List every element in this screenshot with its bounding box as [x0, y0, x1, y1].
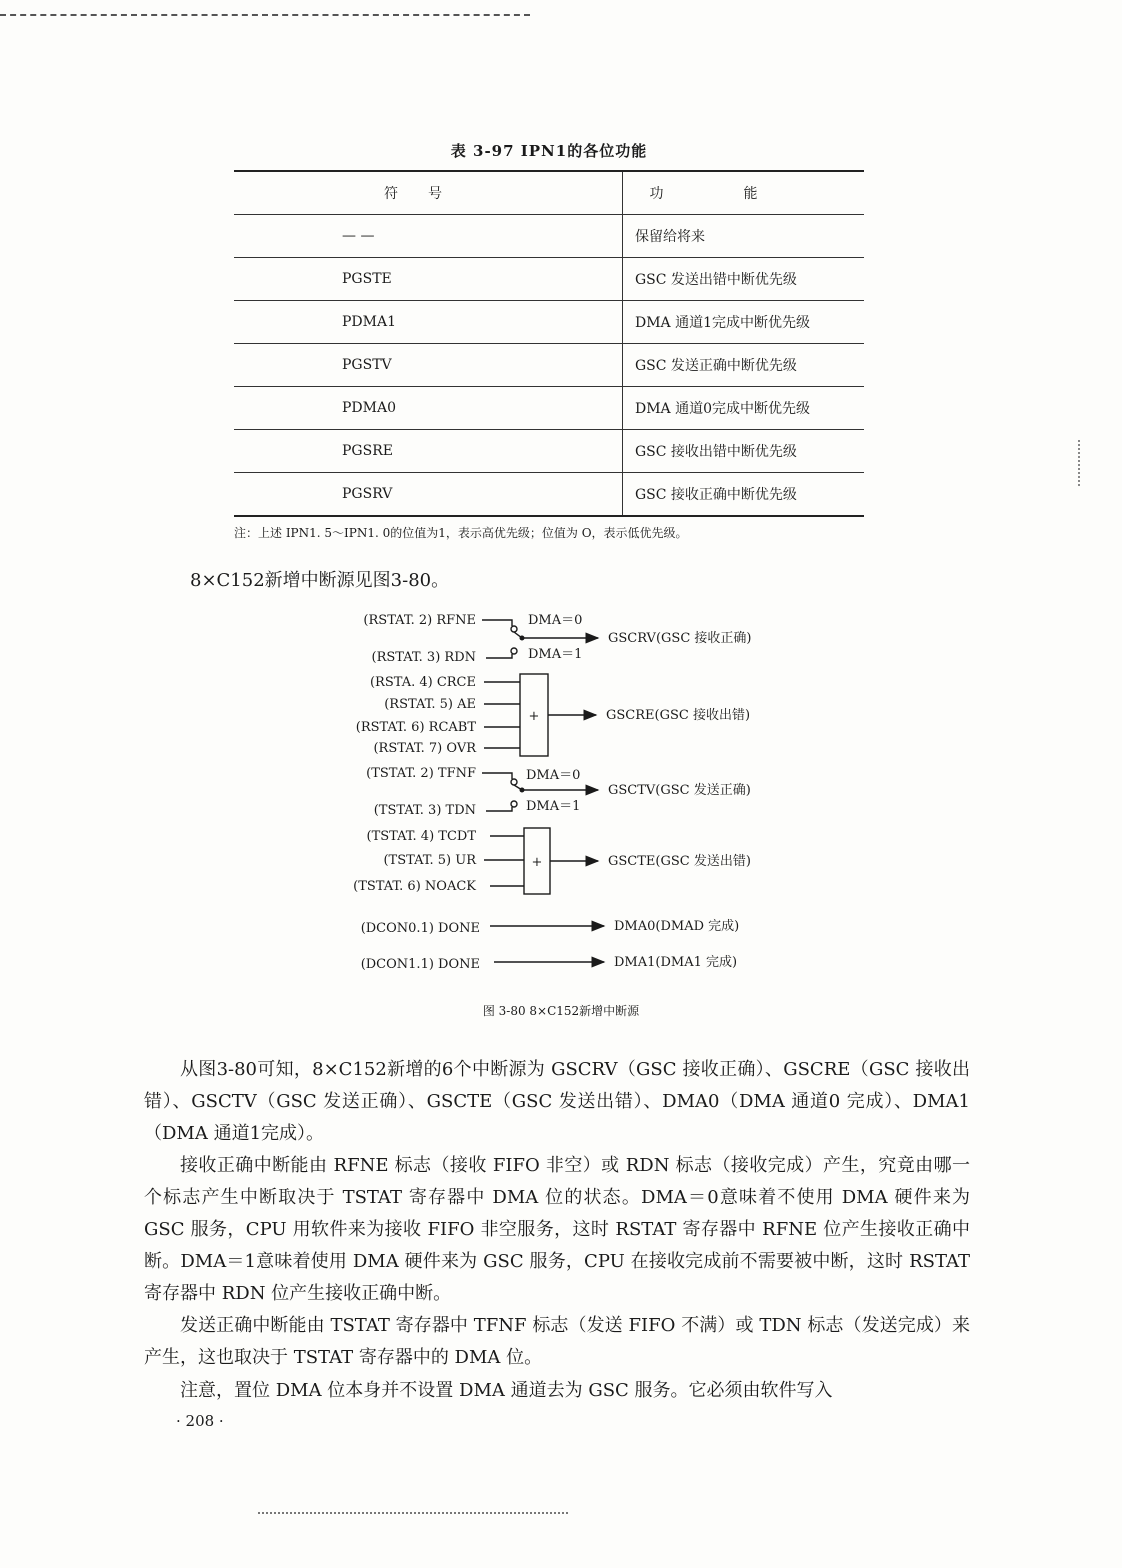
switch-label-dma0: DMA＝0 — [528, 613, 583, 628]
cell-symbol: PGSTE — [234, 258, 623, 301]
input-ovr: (RSTAT. 7) OVR — [373, 741, 476, 756]
table-header-row — [234, 171, 864, 215]
page-number: · 208 · — [176, 1412, 224, 1430]
table-row — [234, 430, 864, 473]
tdn-contact — [511, 801, 517, 807]
header-function: 功能 — [623, 171, 865, 215]
cell-symbol: — — — [234, 215, 623, 258]
or-gate-receive-symbol: + — [528, 709, 540, 724]
rdn-line — [486, 654, 512, 658]
input-rcabt: (RSTAT. 6) RCABT — [355, 720, 476, 735]
output-gscte: GSCTE(GSC 发送出错) — [608, 854, 751, 869]
input-ae: (RSTAT. 5) AE — [384, 697, 476, 712]
input-tfnf: (TSTAT. 2) TFNF — [366, 766, 476, 781]
figure-caption: 图 3-80 8×C152新增中断源 — [482, 1004, 640, 1018]
cell-function: 保留给将来 — [623, 215, 865, 258]
rfne-line — [482, 620, 512, 626]
header-symbol: 符号 — [234, 171, 623, 215]
cell-function: DMA 通道0完成中断优先级 — [623, 387, 865, 430]
interrupt-source-diagram — [0, 600, 1122, 1000]
output-gscre: GSCRE(GSC 接收出错) — [606, 708, 751, 723]
input-rdn: (RSTAT. 3) RDN — [371, 650, 476, 665]
rfne-contact — [511, 626, 517, 632]
figure-lead-sentence: 8×C152新增中断源见图3-80。 — [190, 570, 450, 591]
right-margin-marks — [1078, 440, 1080, 486]
bottom-scan-dots — [258, 1512, 568, 1514]
input-rfne: (RSTAT. 2) RFNE — [363, 613, 476, 628]
paragraph-3: 发送正确中断能由 TSTAT 寄存器中 TFNF 标志（发送 FIFO 不满）或 TDN 标志（发送完成）来产生，这也取决于 TSTAT 寄存器中的 DMA 位。 — [144, 1315, 970, 1368]
ipn1-bit-table — [234, 170, 864, 517]
cell-symbol: PDMA0 — [234, 387, 623, 430]
paragraph-1: 从图3-80可知，8×C152新增的6个中断源为 GSCRV（GSC 接收正确）、GSCRE（GSC 接收出错）、GSCTV（GSC 发送正确）、GSCTE（GSC 发送出错）、DMA0（DMA 通道0 完成）、DMA1（DMA 通道1完成）。 — [144, 1059, 970, 1144]
input-done0: (DCON0.1) DONE — [360, 921, 480, 936]
output-dma0: DMA0(DMAD 完成) — [614, 919, 740, 934]
table-row — [234, 344, 864, 387]
cell-symbol: PDMA1 — [234, 301, 623, 344]
cell-function: DMA 通道1完成中断优先级 — [623, 301, 865, 344]
rdn-contact — [511, 648, 517, 654]
switch-label-dma1: DMA＝1 — [528, 647, 583, 662]
tfnf-line — [482, 773, 512, 779]
table-row — [234, 258, 864, 301]
table-row — [234, 215, 864, 258]
cell-function: GSC 接收正确中断优先级 — [623, 473, 865, 517]
tfnf-contact — [511, 779, 517, 785]
output-dma1: DMA1(DMA1 完成) — [614, 955, 738, 970]
output-gsctv: GSCTV(GSC 发送正确) — [608, 783, 751, 798]
paragraph-4: 注意，置位 DMA 位本身并不设置 DMA 通道去为 GSC 服务。它必须由软件写入 — [180, 1380, 833, 1401]
cell-function: GSC 发送出错中断优先级 — [623, 258, 865, 301]
switch2-label-dma1: DMA＝1 — [526, 799, 581, 814]
input-ur: (TSTAT. 5) UR — [383, 853, 476, 868]
output-gscrv: GSCRV(GSC 接收正确) — [608, 631, 752, 646]
tdn-line — [486, 807, 512, 811]
table-row — [234, 387, 864, 430]
table-note: 注：上述 IPN1. 5～IPN1. 0的位值为1，表示高优先级；位值为 O，表示低优先级。 — [234, 526, 688, 540]
top-scan-dashes — [0, 14, 530, 16]
switch2-label-dma0: DMA＝0 — [526, 768, 581, 783]
cell-symbol: PGSRV — [234, 473, 623, 517]
table-row — [234, 473, 864, 517]
input-tdn: (TSTAT. 3) TDN — [373, 803, 476, 818]
cell-function: GSC 接收出错中断优先级 — [623, 430, 865, 473]
input-done1: (DCON1.1) DONE — [360, 957, 480, 972]
table-title: 表 3-97 IPN1的各位功能 — [450, 142, 648, 160]
table-row — [234, 301, 864, 344]
paragraph-2: 接收正确中断能由 RFNE 标志（接收 FIFO 非空）或 RDN 标志（接收完成）产生，究竟由哪一个标志产生中断取决于 TSTAT 寄存器中 DMA 位的状态。DMA＝0意味着不使用 DMA 硬件来为 GSC 服务，CPU 用软件来为接收 FIFO 非空服务，这时 RSTAT 寄存器中 RFNE 位产生接收正确中断。DMA＝1意味着使用 DMA 硬件来为 GSC 服务，CPU 在接收完成前不需要被中断，这时 RSTAT 寄存器中 RDN 位产生接收正确中断。 — [144, 1155, 970, 1304]
input-tcdt: (TSTAT. 4) TCDT — [366, 829, 476, 844]
or-gate-transmit-symbol: + — [531, 855, 543, 870]
input-noack: (TSTAT. 6) NOACK — [353, 879, 476, 894]
cell-function: GSC 发送正确中断优先级 — [623, 344, 865, 387]
cell-symbol: PGSRE — [234, 430, 623, 473]
input-crce: (RSTA. 4) CRCE — [369, 675, 476, 690]
cell-symbol: PGSTV — [234, 344, 623, 387]
